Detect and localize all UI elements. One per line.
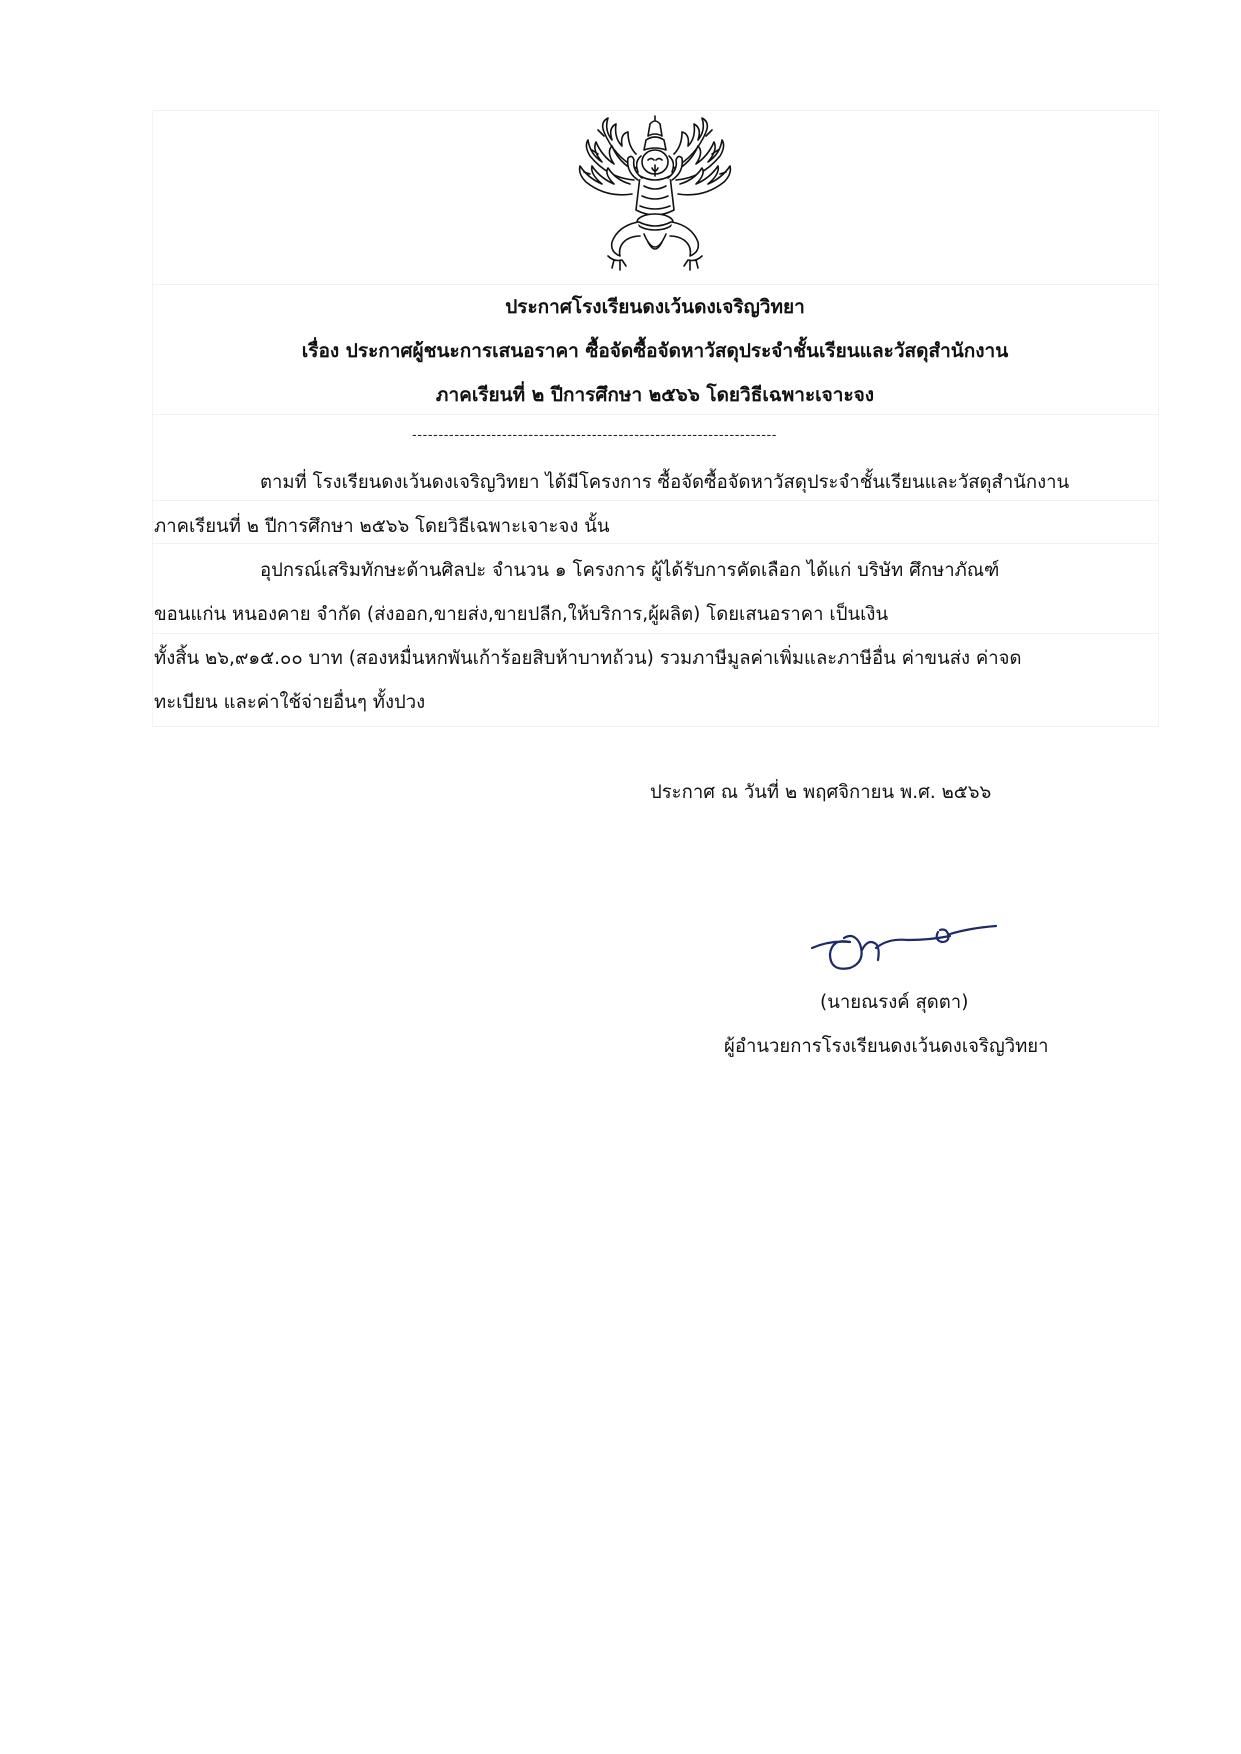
body-line-5: ทั้งสิ้น ๒๖,๙๑๕.๐๐ บาท (สองหมื่นหกพันเก้าร้อยสิบห้าบาทถ้วน) รวมภาษีมูลค่าเพิ่มและภาษีอื่น ค่าขนส่ง ค่าจด [154,648,1022,669]
grid-line [1158,110,1159,727]
separator-line: --------------------------------------------------------------------- [412,428,778,443]
grid-line [152,726,1158,727]
grid-line [152,284,1158,285]
grid-line [152,110,153,727]
body-line-6: ทะเบียน และค่าใช้จ่ายอื่นๆ ทั้งปวง [154,692,426,713]
grid-line [152,414,1158,415]
body-line-2: ภาคเรียนที่ ๒ ปีการศึกษา ๒๕๖๖ โดยวิธีเฉพาะเจาะจง นั้น [154,516,610,537]
body-line-4: ขอนแก่น หนองคาย จำกัด (ส่งออก,ขายส่ง,ขายปลีก,ให้บริการ,ผู้ผลิต) โดยเสนอราคา เป็นเงิน [154,604,889,625]
body-line-3: อุปกรณ์เสริมทักษะด้านศิลปะ จำนวน ๑ โครงการ ผู้ได้รับการคัดเลือก ได้แก่ บริษัท ศึกษาภัณฑ์ [260,560,1000,581]
announcement-term: ภาคเรียนที่ ๒ ปีการศึกษา ๒๕๖๖ โดยวิธีเฉพาะเจาะจง [435,384,875,406]
signatory-name: (นายณรงค์ สุดตา) [820,992,969,1013]
grid-line [152,543,1158,544]
handwritten-signature [810,918,1000,976]
grid-line [152,500,1158,501]
signatory-position: ผู้อำนวยการโรงเรียนดงเว้นดงเจริญวิทยา [724,1036,1049,1057]
grid-line [152,633,1158,634]
announcement-title: ประกาศโรงเรียนดงเว้นดงเจริญวิทยา [505,296,805,318]
garuda-emblem-icon [574,110,736,280]
body-line-1: ตามที่ โรงเรียนดงเว้นดงเจริญวิทยา ได้มีโครงการ ซื้อจัดซื้อจัดหาวัสดุประจำชั้นเรียนและวัสดุสำนักงาน [260,472,1070,493]
announcement-subject: เรื่อง ประกาศผู้ชนะการเสนอราคา ซื้อจัดซื้อจัดหาวัสดุประจำชั้นเรียนและวัสดุสำนักงาน [301,340,1009,362]
announcement-date: ประกาศ ณ วันที่ ๒ พฤศจิกายน พ.ศ. ๒๕๖๖ [650,782,992,803]
